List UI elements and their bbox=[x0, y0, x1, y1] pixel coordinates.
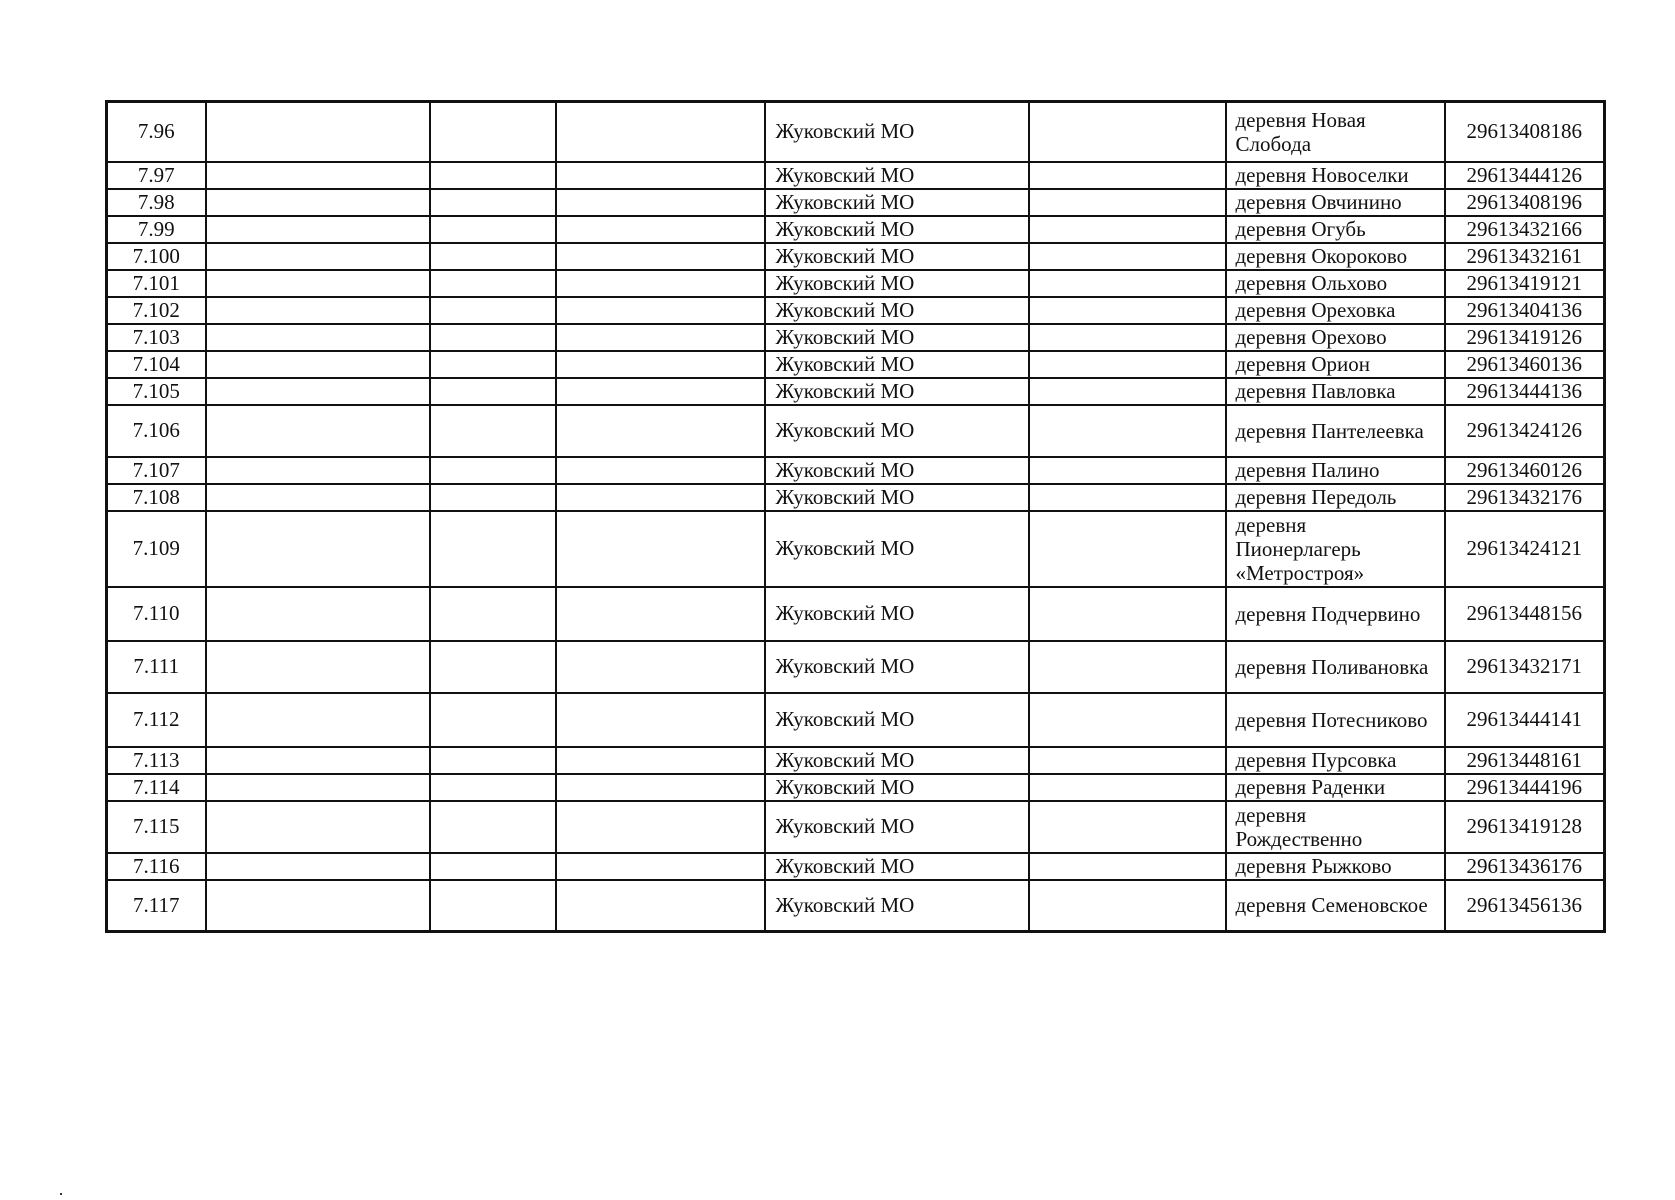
okato-code-cell: 29613444196 bbox=[1445, 774, 1605, 801]
region-cell: Жуковский МО bbox=[765, 351, 1029, 378]
okato-code-cell: 29613432166 bbox=[1445, 216, 1605, 243]
empty-cell bbox=[206, 378, 430, 405]
settlement-cell: деревня Орехово bbox=[1226, 324, 1445, 351]
empty-cell bbox=[556, 853, 765, 880]
okato-code-cell: 29613448161 bbox=[1445, 747, 1605, 774]
empty-cell bbox=[430, 641, 556, 693]
okato-code-cell: 29613444126 bbox=[1445, 162, 1605, 189]
okato-code-cell: 29613460126 bbox=[1445, 457, 1605, 484]
settlement-cell: деревня Орион bbox=[1226, 351, 1445, 378]
empty-cell bbox=[556, 297, 765, 324]
table-row bbox=[107, 297, 1605, 324]
settlement-cell: деревня Потесниково bbox=[1226, 693, 1445, 747]
settlement-cell: деревня Раденки bbox=[1226, 774, 1445, 801]
empty-cell bbox=[430, 774, 556, 801]
settlement-cell: деревня Новоселки bbox=[1226, 162, 1445, 189]
empty-cell bbox=[1029, 484, 1226, 511]
table-row bbox=[107, 189, 1605, 216]
region-cell: Жуковский МО bbox=[765, 511, 1029, 587]
empty-cell bbox=[430, 587, 556, 641]
empty-cell bbox=[1029, 162, 1226, 189]
empty-cell bbox=[1029, 641, 1226, 693]
table-row bbox=[107, 774, 1605, 801]
table-row bbox=[107, 405, 1605, 457]
okato-code-cell: 29613436176 bbox=[1445, 853, 1605, 880]
region-cell: Жуковский МО bbox=[765, 324, 1029, 351]
empty-cell bbox=[206, 457, 430, 484]
empty-cell bbox=[1029, 189, 1226, 216]
empty-cell bbox=[430, 484, 556, 511]
table-row bbox=[107, 162, 1605, 189]
table-row bbox=[107, 801, 1605, 853]
empty-cell bbox=[206, 405, 430, 457]
settlements-table bbox=[105, 100, 1606, 933]
region-cell: Жуковский МО bbox=[765, 243, 1029, 270]
table-row bbox=[107, 641, 1605, 693]
settlements-table-body bbox=[107, 102, 1605, 932]
empty-cell bbox=[430, 880, 556, 932]
empty-cell bbox=[1029, 102, 1226, 162]
empty-cell bbox=[206, 297, 430, 324]
table-row bbox=[107, 243, 1605, 270]
empty-cell bbox=[1029, 747, 1226, 774]
row-number-cell: 7.96 bbox=[107, 102, 206, 162]
empty-cell bbox=[1029, 880, 1226, 932]
settlement-cell: деревня Передоль bbox=[1226, 484, 1445, 511]
row-number-cell: 7.103 bbox=[107, 324, 206, 351]
row-number-cell: 7.106 bbox=[107, 405, 206, 457]
region-cell: Жуковский МО bbox=[765, 747, 1029, 774]
empty-cell bbox=[1029, 351, 1226, 378]
empty-cell bbox=[430, 693, 556, 747]
table-row bbox=[107, 511, 1605, 587]
empty-cell bbox=[556, 324, 765, 351]
region-cell: Жуковский МО bbox=[765, 216, 1029, 243]
empty-cell bbox=[430, 853, 556, 880]
row-number-cell: 7.102 bbox=[107, 297, 206, 324]
empty-cell bbox=[556, 511, 765, 587]
region-cell: Жуковский МО bbox=[765, 693, 1029, 747]
row-number-cell: 7.113 bbox=[107, 747, 206, 774]
okato-code-cell: 29613419128 bbox=[1445, 801, 1605, 853]
empty-cell bbox=[556, 774, 765, 801]
settlement-cell: деревня Пионерлагерь «Метростроя» bbox=[1226, 511, 1445, 587]
region-cell: Жуковский МО bbox=[765, 102, 1029, 162]
empty-cell bbox=[1029, 774, 1226, 801]
okato-code-cell: 29613404136 bbox=[1445, 297, 1605, 324]
empty-cell bbox=[206, 484, 430, 511]
settlement-cell: деревня Подчервино bbox=[1226, 587, 1445, 641]
empty-cell bbox=[430, 216, 556, 243]
okato-code-cell: 29613424121 bbox=[1445, 511, 1605, 587]
empty-cell bbox=[430, 243, 556, 270]
empty-cell bbox=[1029, 693, 1226, 747]
row-number-cell: 7.105 bbox=[107, 378, 206, 405]
empty-cell bbox=[556, 216, 765, 243]
empty-cell bbox=[556, 801, 765, 853]
okato-code-cell: 29613444141 bbox=[1445, 693, 1605, 747]
empty-cell bbox=[430, 324, 556, 351]
table-row bbox=[107, 216, 1605, 243]
table-row bbox=[107, 324, 1605, 351]
table-row bbox=[107, 587, 1605, 641]
empty-cell bbox=[206, 641, 430, 693]
empty-cell bbox=[556, 641, 765, 693]
empty-cell bbox=[556, 243, 765, 270]
region-cell: Жуковский МО bbox=[765, 484, 1029, 511]
table-row bbox=[107, 853, 1605, 880]
empty-cell bbox=[206, 324, 430, 351]
okato-code-cell: 29613444136 bbox=[1445, 378, 1605, 405]
row-number-cell: 7.100 bbox=[107, 243, 206, 270]
row-number-cell: 7.97 bbox=[107, 162, 206, 189]
settlement-cell: деревня Рыжково bbox=[1226, 853, 1445, 880]
settlement-cell: деревня Семеновское bbox=[1226, 880, 1445, 932]
empty-cell bbox=[1029, 801, 1226, 853]
empty-cell bbox=[206, 351, 430, 378]
empty-cell bbox=[206, 880, 430, 932]
settlement-cell: деревня Окороково bbox=[1226, 243, 1445, 270]
settlement-cell: деревня Пантелеевка bbox=[1226, 405, 1445, 457]
table-row bbox=[107, 693, 1605, 747]
scan-speck bbox=[60, 1193, 62, 1195]
row-number-cell: 7.107 bbox=[107, 457, 206, 484]
region-cell: Жуковский МО bbox=[765, 297, 1029, 324]
empty-cell bbox=[206, 189, 430, 216]
region-cell: Жуковский МО bbox=[765, 801, 1029, 853]
region-cell: Жуковский МО bbox=[765, 880, 1029, 932]
region-cell: Жуковский МО bbox=[765, 378, 1029, 405]
row-number-cell: 7.114 bbox=[107, 774, 206, 801]
row-number-cell: 7.111 bbox=[107, 641, 206, 693]
empty-cell bbox=[556, 189, 765, 216]
settlement-cell: деревня Павловка bbox=[1226, 378, 1445, 405]
settlement-cell: деревня Палино bbox=[1226, 457, 1445, 484]
empty-cell bbox=[1029, 405, 1226, 457]
empty-cell bbox=[1029, 324, 1226, 351]
empty-cell bbox=[1029, 216, 1226, 243]
empty-cell bbox=[1029, 587, 1226, 641]
region-cell: Жуковский МО bbox=[765, 162, 1029, 189]
table-row bbox=[107, 378, 1605, 405]
region-cell: Жуковский МО bbox=[765, 641, 1029, 693]
empty-cell bbox=[430, 457, 556, 484]
empty-cell bbox=[206, 587, 430, 641]
settlement-cell: деревня Огубь bbox=[1226, 216, 1445, 243]
okato-code-cell: 29613424126 bbox=[1445, 405, 1605, 457]
empty-cell bbox=[430, 801, 556, 853]
empty-cell bbox=[556, 747, 765, 774]
empty-cell bbox=[1029, 378, 1226, 405]
empty-cell bbox=[206, 270, 430, 297]
empty-cell bbox=[206, 747, 430, 774]
empty-cell bbox=[206, 853, 430, 880]
settlement-cell: деревня Овчинино bbox=[1226, 189, 1445, 216]
region-cell: Жуковский МО bbox=[765, 587, 1029, 641]
empty-cell bbox=[556, 351, 765, 378]
settlement-cell: деревня Ольхово bbox=[1226, 270, 1445, 297]
empty-cell bbox=[556, 405, 765, 457]
empty-cell bbox=[556, 880, 765, 932]
empty-cell bbox=[430, 102, 556, 162]
empty-cell bbox=[1029, 457, 1226, 484]
empty-cell bbox=[1029, 297, 1226, 324]
okato-code-cell: 29613448156 bbox=[1445, 587, 1605, 641]
settlement-cell: деревня Поливановка bbox=[1226, 641, 1445, 693]
okato-code-cell: 29613432171 bbox=[1445, 641, 1605, 693]
table-row bbox=[107, 457, 1605, 484]
empty-cell bbox=[1029, 270, 1226, 297]
okato-code-cell: 29613460136 bbox=[1445, 351, 1605, 378]
row-number-cell: 7.115 bbox=[107, 801, 206, 853]
settlement-cell: деревня Новая Слобода bbox=[1226, 102, 1445, 162]
table-row bbox=[107, 484, 1605, 511]
settlement-cell: деревня Ореховка bbox=[1226, 297, 1445, 324]
row-number-cell: 7.108 bbox=[107, 484, 206, 511]
settlement-cell: деревня Рождественно bbox=[1226, 801, 1445, 853]
empty-cell bbox=[206, 216, 430, 243]
empty-cell bbox=[206, 243, 430, 270]
okato-code-cell: 29613456136 bbox=[1445, 880, 1605, 932]
row-number-cell: 7.101 bbox=[107, 270, 206, 297]
row-number-cell: 7.116 bbox=[107, 853, 206, 880]
empty-cell bbox=[1029, 243, 1226, 270]
region-cell: Жуковский МО bbox=[765, 189, 1029, 216]
empty-cell bbox=[556, 102, 765, 162]
empty-cell bbox=[430, 270, 556, 297]
empty-cell bbox=[430, 405, 556, 457]
empty-cell bbox=[206, 102, 430, 162]
okato-code-cell: 29613419126 bbox=[1445, 324, 1605, 351]
row-number-cell: 7.109 bbox=[107, 511, 206, 587]
empty-cell bbox=[556, 162, 765, 189]
table-row bbox=[107, 270, 1605, 297]
okato-code-cell: 29613419121 bbox=[1445, 270, 1605, 297]
row-number-cell: 7.98 bbox=[107, 189, 206, 216]
empty-cell bbox=[556, 378, 765, 405]
empty-cell bbox=[206, 774, 430, 801]
row-number-cell: 7.104 bbox=[107, 351, 206, 378]
empty-cell bbox=[1029, 853, 1226, 880]
empty-cell bbox=[430, 351, 556, 378]
empty-cell bbox=[430, 511, 556, 587]
table-row bbox=[107, 880, 1605, 932]
table-row bbox=[107, 102, 1605, 162]
empty-cell bbox=[430, 162, 556, 189]
okato-code-cell: 29613408186 bbox=[1445, 102, 1605, 162]
empty-cell bbox=[556, 270, 765, 297]
empty-cell bbox=[556, 457, 765, 484]
okato-code-cell: 29613432176 bbox=[1445, 484, 1605, 511]
row-number-cell: 7.99 bbox=[107, 216, 206, 243]
empty-cell bbox=[430, 747, 556, 774]
okato-code-cell: 29613408196 bbox=[1445, 189, 1605, 216]
empty-cell bbox=[206, 162, 430, 189]
empty-cell bbox=[556, 693, 765, 747]
region-cell: Жуковский МО bbox=[765, 270, 1029, 297]
row-number-cell: 7.110 bbox=[107, 587, 206, 641]
empty-cell bbox=[556, 587, 765, 641]
empty-cell bbox=[430, 378, 556, 405]
empty-cell bbox=[206, 693, 430, 747]
row-number-cell: 7.117 bbox=[107, 880, 206, 932]
empty-cell bbox=[206, 801, 430, 853]
region-cell: Жуковский МО bbox=[765, 405, 1029, 457]
empty-cell bbox=[430, 297, 556, 324]
region-cell: Жуковский МО bbox=[765, 774, 1029, 801]
empty-cell bbox=[1029, 511, 1226, 587]
settlement-cell: деревня Пурсовка bbox=[1226, 747, 1445, 774]
empty-cell bbox=[556, 484, 765, 511]
region-cell: Жуковский МО bbox=[765, 457, 1029, 484]
okato-code-cell: 29613432161 bbox=[1445, 243, 1605, 270]
row-number-cell: 7.112 bbox=[107, 693, 206, 747]
table-row bbox=[107, 747, 1605, 774]
empty-cell bbox=[430, 189, 556, 216]
table-row bbox=[107, 351, 1605, 378]
empty-cell bbox=[206, 511, 430, 587]
region-cell: Жуковский МО bbox=[765, 853, 1029, 880]
